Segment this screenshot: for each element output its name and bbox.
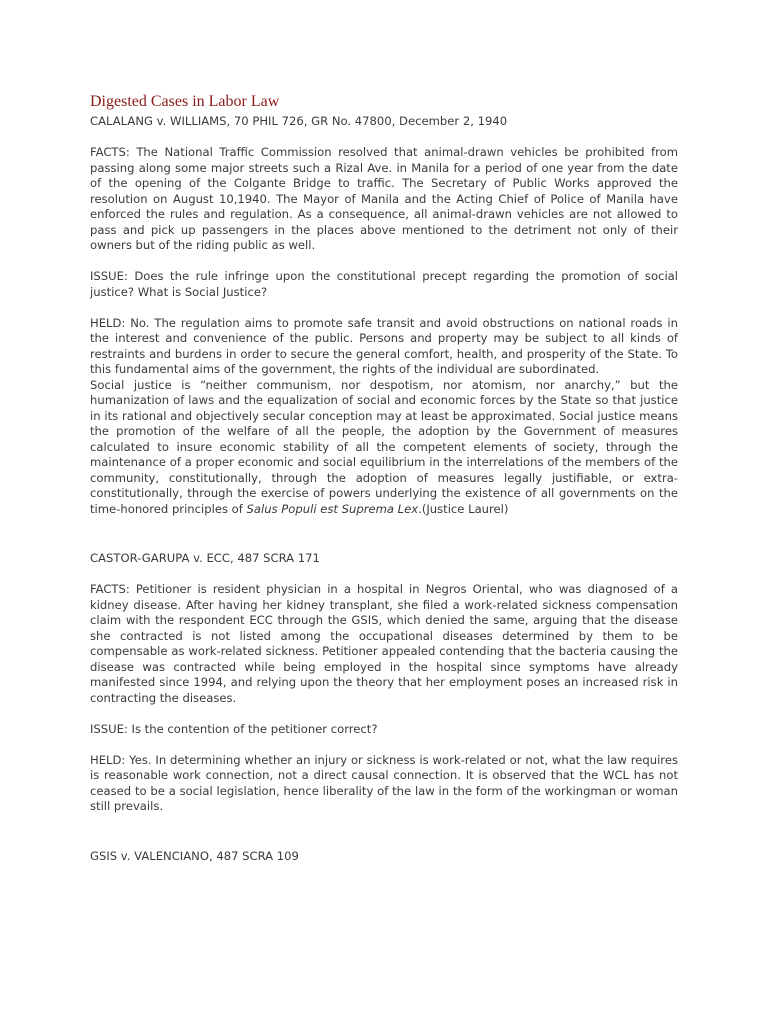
- case-held-social-justice: [90, 378, 678, 518]
- held-italic-maxim: Salus Populi est Suprema Lex: [246, 501, 419, 516]
- document-title: Digested Cases in Labor Law: [90, 93, 280, 110]
- case-valenciano: [90, 849, 678, 865]
- case-facts: FACTS: Petitioner is resident physician in a hospital in Negros Oriental, who was diagnosed of a kidney disease. After having her kidney transplant, she filed a work-related sickness compensation claim with the respondent ECC through the GSIS, which denied the same, arguing that the disease she contracted is not listed among the occupational diseases determined by them to be compensable as work-related sickness. Petitioner appealed contending that the bacteria causing the disease was contracted while being employed in the hospital since symptoms have already manifested since 1994, and relying upon the theory that her employment poses an increased risk in contracting the diseases.: [90, 582, 678, 705]
- case-castor-garupa: [90, 551, 678, 815]
- case-header: CALALANG v. WILLIAMS, 70 PHIL 726, GR No. 47800, December 2, 1940: [90, 114, 508, 128]
- held-text-end: .(Justice Laurel): [418, 501, 509, 516]
- held-text: Social justice is “neither communism, nor despotism, nor atomism, nor anarchy,” but the humanization of laws and the equalization of social and economic forces by the State so that justice in its rational and objectively secular conception may at least be approximated. Social justice means the promotion of the welfare of all the people, the adoption by the Government of measures calculated to insure economic stability of all the competent elements of society, through the maintenance of a proper economic and social equilibrium in the interrelations of the members of the community, constitutionally, through the adoption of measures legally justifiable, or extra-constitutionally, through the exercise of powers underlying the existence of all governments on the time-honored principles of: [90, 377, 678, 516]
- case-held: HELD: No. The regulation aims to promote safe transit and avoid obstructions on national roads in the interest and convenience of the public. Persons and property may be subject to all kinds of restraints and burdens in order to secure the general comfort, health, and prosperity of the State. To this fundamental aims of the government, the rights of the individual are subordinated.: [90, 315, 678, 376]
- case-held: HELD: Yes. In determining whether an injury or sickness is work-related or not, what the law requires is reasonable work connection, not a direct causal connection. It is observed that the WCL has not ceased to be a social legislation, hence liberality of the law in the form of the workingman or woman still prevails.: [90, 752, 678, 813]
- case-issue: ISSUE: Is the contention of the petitioner correct?: [90, 721, 378, 736]
- case-header: GSIS v. VALENCIANO, 487 SCRA 109: [90, 848, 299, 863]
- case-calalang: [90, 114, 678, 517]
- case-header: CASTOR-GARUPA v. ECC, 487 SCRA 171: [90, 551, 320, 565]
- case-facts: FACTS: The National Traffic Commission resolved that animal-drawn vehicles be prohibited from passing along some major streets such a Rizal Ave. in Manila for a period of one year from the date of the opening of the Colgante Bridge to traffic. The Secretary of Public Works approved the resolution on August 10,1940. The Mayor of Manila and the Acting Chief of Police of Manila have enforced the rules and regulation. As a consequence, all animal-drawn vehicles are not allowed to pass and pick up passengers in the places above mentioned to the detriment not only of their owners but of the riding public as well.: [90, 145, 678, 252]
- document-page: [90, 92, 678, 864]
- case-issue: ISSUE: Does the rule infringe upon the constitutional precept regarding the promotion of social justice? What is Social Justice?: [90, 269, 678, 299]
